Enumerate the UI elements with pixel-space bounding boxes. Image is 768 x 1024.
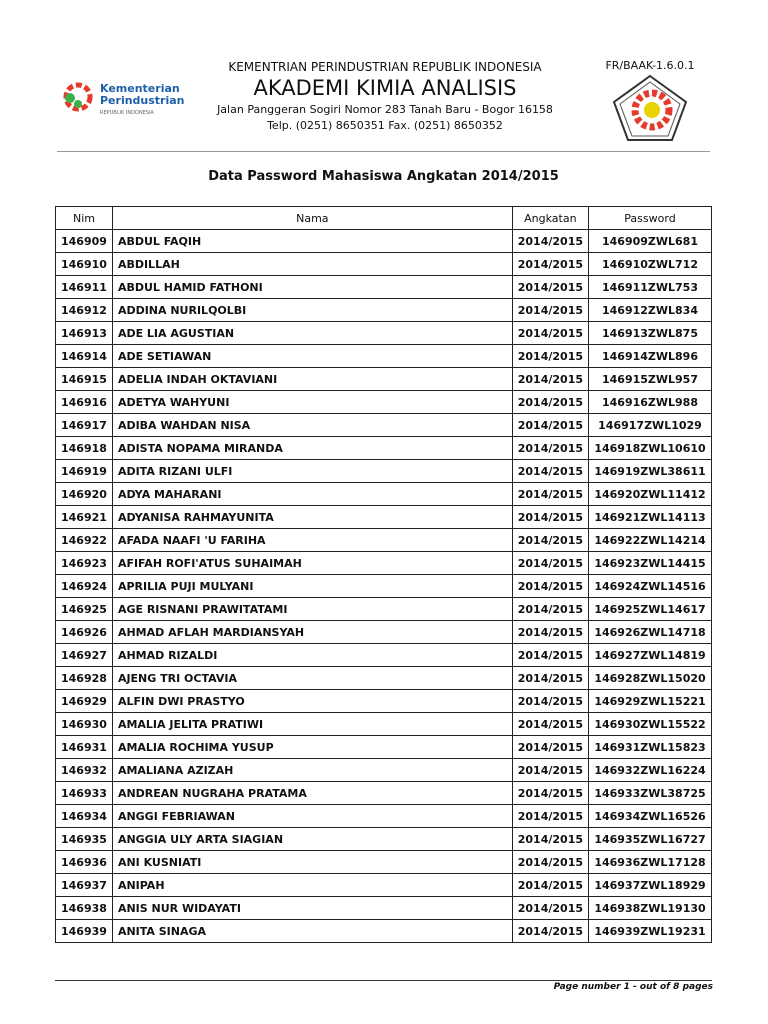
table-row — [56, 345, 712, 368]
ministry-logo-text: Kementerian Perindustrian REPUBLIK INDONESIA — [100, 82, 185, 116]
table-row — [56, 828, 712, 851]
column-header-angkatan: Angkatan — [512, 207, 588, 230]
cell-angkatan: 2014/2015 — [512, 920, 588, 943]
cell-password: 146925ZWL14617 — [589, 598, 712, 621]
cell-nama: ANIS NUR WIDAYATI — [112, 897, 512, 920]
cell-angkatan: 2014/2015 — [512, 437, 588, 460]
column-header-password: Password — [589, 207, 712, 230]
cell-password: 146923ZWL14415 — [589, 552, 712, 575]
cell-nim: 146925 — [56, 598, 113, 621]
table-row — [56, 736, 712, 759]
cell-nama: ADE LIA AGUSTIAN — [112, 322, 512, 345]
cell-password: 146915ZWL957 — [589, 368, 712, 391]
cell-password: 146924ZWL14516 — [589, 575, 712, 598]
cell-nim: 146910 — [56, 253, 113, 276]
cell-password: 146917ZWL1029 — [589, 414, 712, 437]
cell-angkatan: 2014/2015 — [512, 322, 588, 345]
table-row — [56, 851, 712, 874]
cell-nama: AFIFAH ROFI'ATUS SUHAIMAH — [112, 552, 512, 575]
table-header-row — [56, 207, 712, 230]
cell-nim: 146935 — [56, 828, 113, 851]
table-row — [56, 644, 712, 667]
table-row — [56, 759, 712, 782]
table-row — [56, 414, 712, 437]
cell-angkatan: 2014/2015 — [512, 276, 588, 299]
institution-seal-icon — [612, 74, 688, 146]
cell-nama: ANGGIA ULY ARTA SIAGIAN — [112, 828, 512, 851]
cell-nim: 146913 — [56, 322, 113, 345]
cell-password: 146921ZWL14113 — [589, 506, 712, 529]
table-row — [56, 782, 712, 805]
cell-password: 146926ZWL14718 — [589, 621, 712, 644]
cell-nama: ADDINA NURILQOLBI — [112, 299, 512, 322]
cell-password: 146934ZWL16526 — [589, 805, 712, 828]
cell-password: 146937ZWL18929 — [589, 874, 712, 897]
cell-password: 146933ZWL38725 — [589, 782, 712, 805]
cell-angkatan: 2014/2015 — [512, 506, 588, 529]
cell-nim: 146930 — [56, 713, 113, 736]
table-row — [56, 897, 712, 920]
cell-nama: AHMAD RIZALDI — [112, 644, 512, 667]
cell-nama: AMALIA JELITA PRATIWI — [112, 713, 512, 736]
cell-nama: ADYA MAHARANI — [112, 483, 512, 506]
cell-angkatan: 2014/2015 — [512, 414, 588, 437]
cell-nim: 146932 — [56, 759, 113, 782]
cell-nim: 146938 — [56, 897, 113, 920]
cell-password: 146922ZWL14214 — [589, 529, 712, 552]
cell-password: 146935ZWL16727 — [589, 828, 712, 851]
cell-angkatan: 2014/2015 — [512, 299, 588, 322]
cell-nama: ADE SETIAWAN — [112, 345, 512, 368]
address: Jalan Panggeran Sogiri Nomor 283 Tanah Baru - Bogor 16158 — [217, 103, 553, 116]
table-row — [56, 575, 712, 598]
cell-angkatan: 2014/2015 — [512, 621, 588, 644]
cell-nim: 146921 — [56, 506, 113, 529]
cell-nama: ABDILLAH — [112, 253, 512, 276]
cell-nama: ADIBA WAHDAN NISA — [112, 414, 512, 437]
cell-nama: AHMAD AFLAH MARDIANSYAH — [112, 621, 512, 644]
table-row — [56, 483, 712, 506]
cell-angkatan: 2014/2015 — [512, 345, 588, 368]
cell-nama: APRILIA PUJI MULYANI — [112, 575, 512, 598]
institution-name: AKADEMI KIMIA ANALISIS — [253, 76, 517, 100]
cell-nama: ADELIA INDAH OKTAVIANI — [112, 368, 512, 391]
cell-nim: 146934 — [56, 805, 113, 828]
cell-nim: 146927 — [56, 644, 113, 667]
cell-password: 146916ZWL988 — [589, 391, 712, 414]
table-row — [56, 621, 712, 644]
cell-angkatan: 2014/2015 — [512, 644, 588, 667]
table-row — [56, 460, 712, 483]
table-row — [56, 598, 712, 621]
cell-nama: ADETYA WAHYUNI — [112, 391, 512, 414]
cell-password: 146914ZWL896 — [589, 345, 712, 368]
cell-password: 146932ZWL16224 — [589, 759, 712, 782]
header-divider — [57, 151, 710, 152]
cell-nim: 146912 — [56, 299, 113, 322]
cell-nim: 146939 — [56, 920, 113, 943]
cell-angkatan: 2014/2015 — [512, 713, 588, 736]
cell-angkatan: 2014/2015 — [512, 805, 588, 828]
table-row — [56, 276, 712, 299]
cell-angkatan: 2014/2015 — [512, 460, 588, 483]
table-row — [56, 322, 712, 345]
ministry-name: KEMENTRIAN PERINDUSTRIAN REPUBLIK INDONESIA — [228, 60, 542, 74]
table-row — [56, 299, 712, 322]
document-title: Data Password Mahasiswa Angkatan 2014/2015 — [208, 169, 559, 184]
cell-angkatan: 2014/2015 — [512, 782, 588, 805]
cell-password: 146929ZWL15221 — [589, 690, 712, 713]
table-row — [56, 667, 712, 690]
cell-nim: 146919 — [56, 460, 113, 483]
cell-password: 146939ZWL19231 — [589, 920, 712, 943]
cell-password: 146920ZWL11412 — [589, 483, 712, 506]
page-number: Page number 1 - out of 8 pages — [553, 982, 713, 992]
cell-nim: 146922 — [56, 529, 113, 552]
table-row — [56, 713, 712, 736]
cell-nama: ADYANISA RAHMAYUNITA — [112, 506, 512, 529]
table-row — [56, 230, 712, 253]
cell-angkatan: 2014/2015 — [512, 828, 588, 851]
cell-password: 146911ZWL753 — [589, 276, 712, 299]
cell-nim: 146937 — [56, 874, 113, 897]
cell-nama: ABDUL FAQIH — [112, 230, 512, 253]
cell-angkatan: 2014/2015 — [512, 598, 588, 621]
cell-nim: 146933 — [56, 782, 113, 805]
table-row — [56, 920, 712, 943]
table-row — [56, 529, 712, 552]
cell-password: 146936ZWL17128 — [589, 851, 712, 874]
cell-nim: 146929 — [56, 690, 113, 713]
table-row — [56, 506, 712, 529]
cell-nim: 146928 — [56, 667, 113, 690]
cell-nim: 146911 — [56, 276, 113, 299]
table-row — [56, 391, 712, 414]
table-row — [56, 874, 712, 897]
cell-nim: 146924 — [56, 575, 113, 598]
table-row — [56, 368, 712, 391]
cell-nim: 146926 — [56, 621, 113, 644]
cell-password: 146918ZWL10610 — [589, 437, 712, 460]
column-header-nama: Nama — [112, 207, 512, 230]
table-row — [56, 552, 712, 575]
table-row — [56, 253, 712, 276]
cell-nama: AJENG TRI OCTAVIA — [112, 667, 512, 690]
phone: Telp. (0251) 8650351 Fax. (0251) 8650352 — [267, 119, 503, 132]
cell-nama: AFADA NAAFI 'U FARIHA — [112, 529, 512, 552]
cell-angkatan: 2014/2015 — [512, 851, 588, 874]
cell-nim: 146915 — [56, 368, 113, 391]
cell-angkatan: 2014/2015 — [512, 552, 588, 575]
cell-nama: ADISTA NOPAMA MIRANDA — [112, 437, 512, 460]
cell-nama: ANITA SINAGA — [112, 920, 512, 943]
cell-nama: ANGGI FEBRIAWAN — [112, 805, 512, 828]
cell-nama: ALFIN DWI PRASTYO — [112, 690, 512, 713]
cell-nama: ANI KUSNIATI — [112, 851, 512, 874]
cell-password: 146910ZWL712 — [589, 253, 712, 276]
cell-angkatan: 2014/2015 — [512, 575, 588, 598]
table-row — [56, 437, 712, 460]
cell-nim: 146918 — [56, 437, 113, 460]
cell-nim: 146931 — [56, 736, 113, 759]
cell-nim: 146917 — [56, 414, 113, 437]
table-row — [56, 690, 712, 713]
cell-password: 146938ZWL19130 — [589, 897, 712, 920]
cell-angkatan: 2014/2015 — [512, 253, 588, 276]
cell-password: 146913ZWL875 — [589, 322, 712, 345]
cell-nama: AMALIA ROCHIMA YUSUP — [112, 736, 512, 759]
cell-password: 146931ZWL15823 — [589, 736, 712, 759]
table-row — [56, 805, 712, 828]
cell-password: 146930ZWL15522 — [589, 713, 712, 736]
cell-nama: AGE RISNANI PRAWITATAMI — [112, 598, 512, 621]
cell-nim: 146916 — [56, 391, 113, 414]
cell-password: 146919ZWL38611 — [589, 460, 712, 483]
cell-nama: ANIPAH — [112, 874, 512, 897]
cell-password: 146927ZWL14819 — [589, 644, 712, 667]
cell-nama: ANDREAN NUGRAHA PRATAMA — [112, 782, 512, 805]
gear-logo-icon — [60, 80, 100, 114]
cell-password: 146912ZWL834 — [589, 299, 712, 322]
cell-angkatan: 2014/2015 — [512, 529, 588, 552]
cell-nama: AMALIANA AZIZAH — [112, 759, 512, 782]
cell-angkatan: 2014/2015 — [512, 483, 588, 506]
cell-angkatan: 2014/2015 — [512, 897, 588, 920]
cell-angkatan: 2014/2015 — [512, 874, 588, 897]
cell-password: 146909ZWL681 — [589, 230, 712, 253]
cell-nim: 146909 — [56, 230, 113, 253]
cell-angkatan: 2014/2015 — [512, 736, 588, 759]
cell-angkatan: 2014/2015 — [512, 759, 588, 782]
cell-angkatan: 2014/2015 — [512, 391, 588, 414]
cell-nama: ABDUL HAMID FATHONI — [112, 276, 512, 299]
ministry-logo — [60, 80, 100, 118]
cell-nama: ADITA RIZANI ULFI — [112, 460, 512, 483]
password-table — [55, 206, 712, 943]
cell-angkatan: 2014/2015 — [512, 690, 588, 713]
cell-password: 146928ZWL15020 — [589, 667, 712, 690]
footer-divider — [55, 980, 712, 981]
cell-nim: 146936 — [56, 851, 113, 874]
cell-nim: 146914 — [56, 345, 113, 368]
cell-angkatan: 2014/2015 — [512, 667, 588, 690]
form-code: FR/BAAK-1.6.0.1 — [605, 59, 695, 72]
cell-nim: 146923 — [56, 552, 113, 575]
cell-angkatan: 2014/2015 — [512, 230, 588, 253]
column-header-nim: Nim — [56, 207, 113, 230]
cell-nim: 146920 — [56, 483, 113, 506]
cell-angkatan: 2014/2015 — [512, 368, 588, 391]
